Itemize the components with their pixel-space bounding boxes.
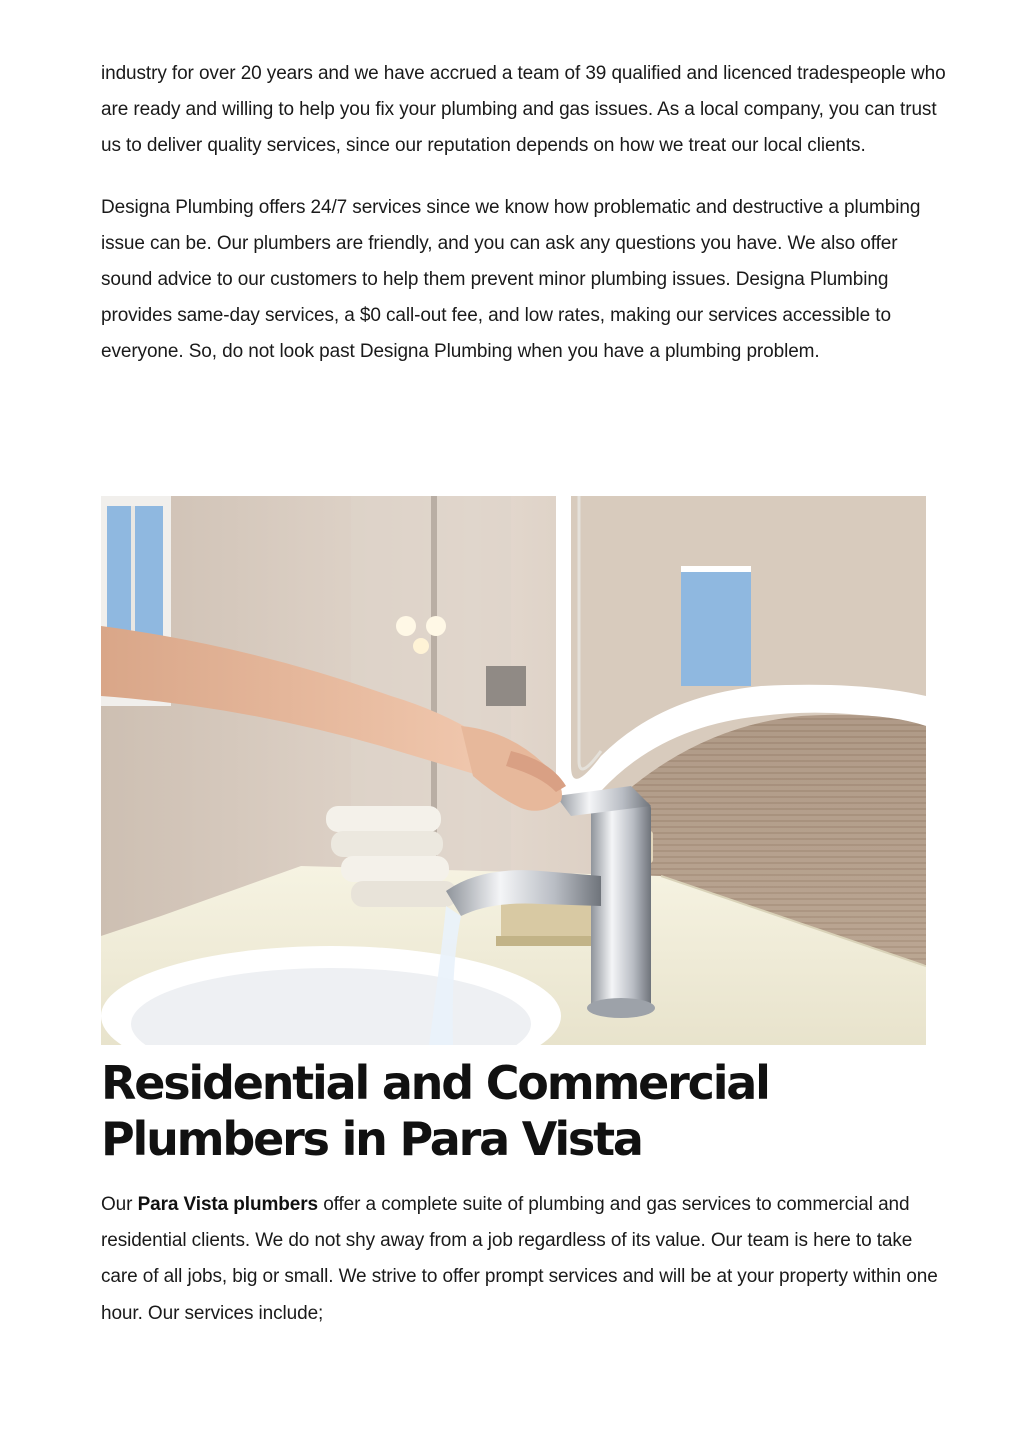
services-paragraph [101,1187,951,1332]
bathroom-tap-photo [101,496,926,1045]
services-text [101,1187,951,1332]
services-paragraph-rest: offer a complete suite of plumbing and gas services to commercial and residential clients. We do not shy away from a job regardless of its value. Our team is here to take care of all jobs, big or small. We strive to offer prompt services and will be at your property within one hour. Our services include; [101,1194,938,1324]
section-heading: Residential and Commercial Plumbers in Para Vista [101,1056,769,1166]
para-vista-plumbers-highlight: Para Vista plumbers [137,1194,319,1215]
intro-paragraph-1: industry for over 20 years and we have accrued a team of 39 qualified and licenced tradespeople who are ready and willing to help you fix your plumbing and gas issues. As a local company, you can trust us to deliver quality services, since our reputation depends on how we treat our local clients. [101,63,946,157]
intro-text [101,56,946,371]
intro-paragraph-2: Designa Plumbing offers 24/7 services since we know how problematic and destructive a plumbing issue can be. Our plumbers are friendly, and you can ask any questions you have. We also offer sound advice to our customers to help them prevent minor plumbing issues. Designa Plumbing provides same-day services, a $0 call-out fee, and low rates, making our services accessible to everyone. So, do not look past Designa Plumbing when you have a plumbing problem. [101,196,921,363]
services-paragraph-prefix: Our [101,1194,138,1215]
